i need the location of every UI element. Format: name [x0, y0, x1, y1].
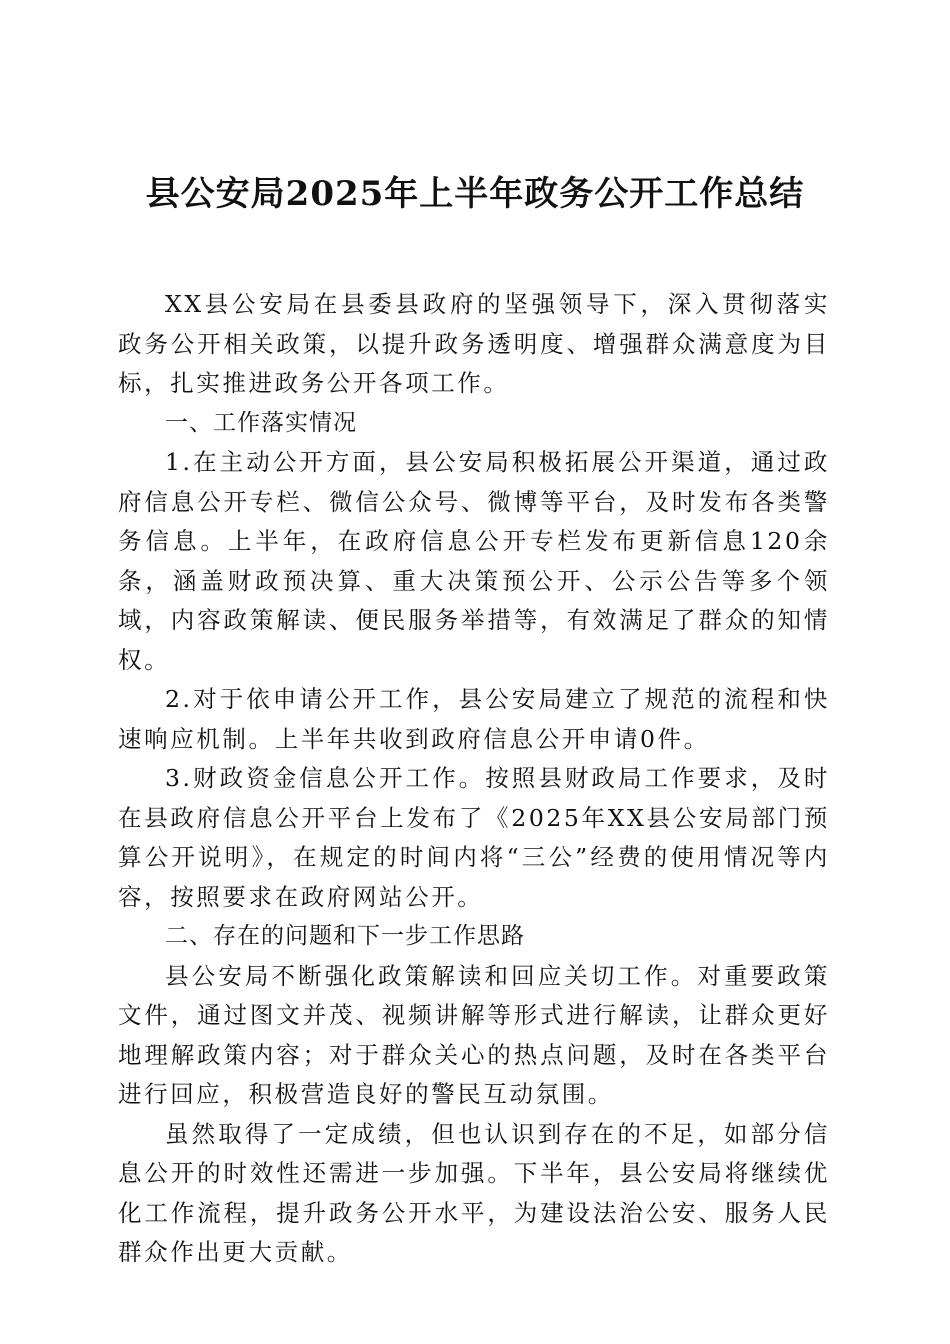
document-body — [118, 285, 830, 1273]
policy-interpretation-paragraph: 县公安局不断强化政策解读和回应关切工作。对重要政策文件，通过图文并茂、视频讲解等形式进行解读，让群众更好地理解政策内容；对于群众关心的热点问题，及时在各类平台进行回应，积极营造良好的警民互动氛围。 — [118, 961, 830, 1108]
item-request-disclosure: 2.对于依申请公开工作，县公安局建立了规范的流程和快速响应机制。上半年共收到政府信息公开申请0件。 — [118, 685, 830, 753]
document-title: 县公安局2025年上半年政务公开工作总结 — [145, 174, 805, 214]
section-heading-work-implementation: 一、工作落实情况 — [165, 409, 357, 436]
intro-paragraph: XX县公安局在县委县政府的坚强领导下，深入贯彻落实政务公开相关政策，以提升政务透明度、增强群众满意度为目标，扎实推进政务公开各项工作。 — [118, 290, 830, 397]
shortcomings-plan-paragraph: 虽然取得了一定成绩，但也认识到存在的不足，如部分信息公开的时效性还需进一步加强。下半年，县公安局将继续优化工作流程，提升政务公开水平，为建设法治公安、服务人民群众作出更大贡献。 — [118, 1119, 830, 1266]
item-proactive-disclosure: 1.在主动公开方面，县公安局积极拓展公开渠道，通过政府信息公开专栏、微信公众号、微博等平台，及时发布各类警务信息。上半年，在政府信息公开专栏发布更新信息120余条，涵盖财政预决算、重大决策预公开、公示公告等多个领域，内容政策解读、便民服务举措等，有效满足了群众的知情权。 — [118, 448, 830, 674]
item-fiscal-disclosure: 3.财政资金信息公开工作。按照县财政局工作要求，及时在县政府信息公开平台上发布了《2025年XX县公安局部门预算公开说明》，在规定的时间内将“三公”经费的使用情况等内容，按照要求在政府网站公开。 — [118, 764, 830, 911]
section-heading-problems-next-steps: 二、存在的问题和下一步工作思路 — [165, 923, 525, 949]
